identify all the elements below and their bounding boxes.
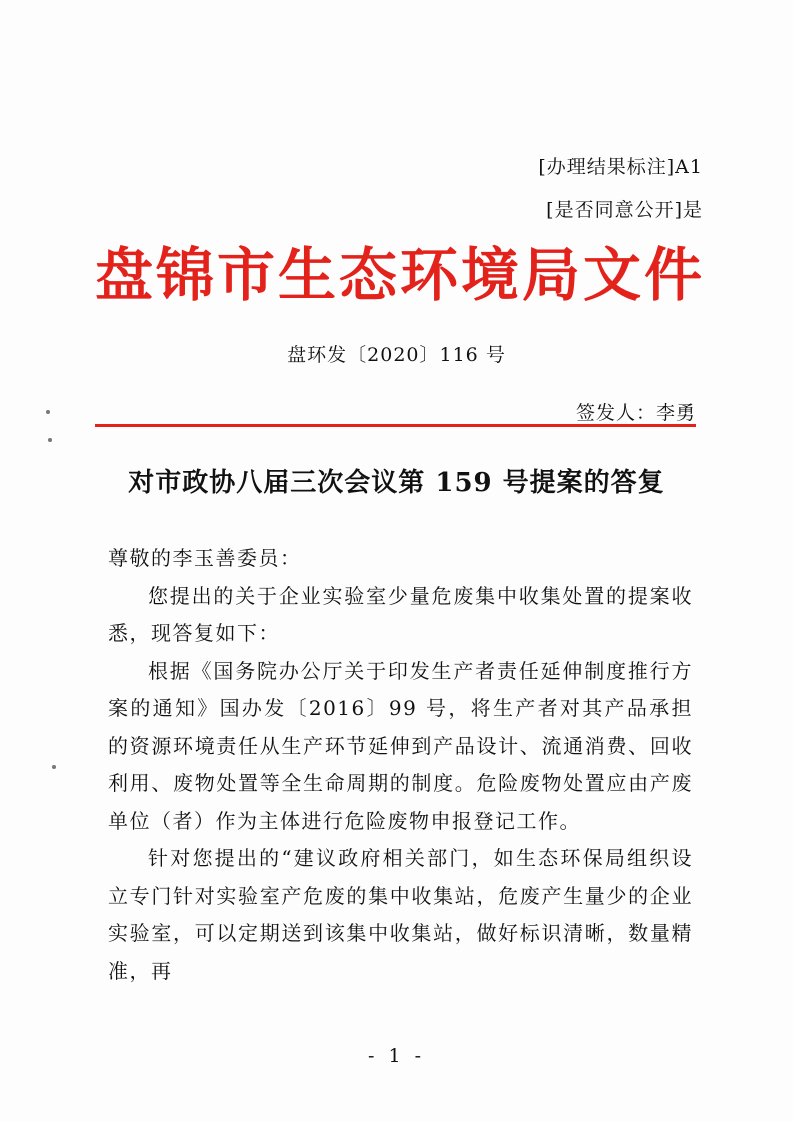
salutation: 尊敬的李玉善委员：: [108, 546, 302, 570]
page-number: - 1 -: [367, 1045, 425, 1067]
disclosure-note: [是否同意公开]是: [546, 199, 703, 221]
signer-line: 签发人：李勇: [575, 402, 696, 424]
body-paragraph-1: 您提出的关于企业实验室少量危废集中收集处置的提案收悉，现答复如下：: [108, 583, 693, 645]
handling-result-note: [办理结果标注]A1: [538, 156, 703, 178]
body-paragraph-3: 针对您提出的“建议政府相关部门，如生态环保局组织设立专门针对实验室产危废的集中收集站，危废产生量少的企业实验室，可以定期送到该集中收集站，做好标识清晰，数量精准，再: [108, 846, 693, 983]
document-number: 盘环发〔2020〕116 号: [287, 344, 506, 366]
body-paragraph-2: 根据《国务院办公厅关于印发生产者责任延伸制度推行方案的通知》国办发〔2016〕99 号，将生产者对其产品承担的资源环境责任从生产环节延伸到产品设计、流通消费、回收利用、废物处置等全生命周期的制度。危险废物处置应由产废单位（者）作为主体进行危险废物申报登记工作。: [108, 658, 693, 833]
scan-speck: [48, 438, 52, 442]
scan-speck: [52, 765, 56, 769]
document-body: [108, 540, 693, 990]
issuer-heading: 盘锦市生态环境局文件: [95, 241, 706, 309]
scan-speck: [46, 410, 50, 414]
document-title: 对市政协八届三次会议第 159 号提案的答复: [128, 468, 665, 498]
red-separator-line: [95, 424, 696, 427]
